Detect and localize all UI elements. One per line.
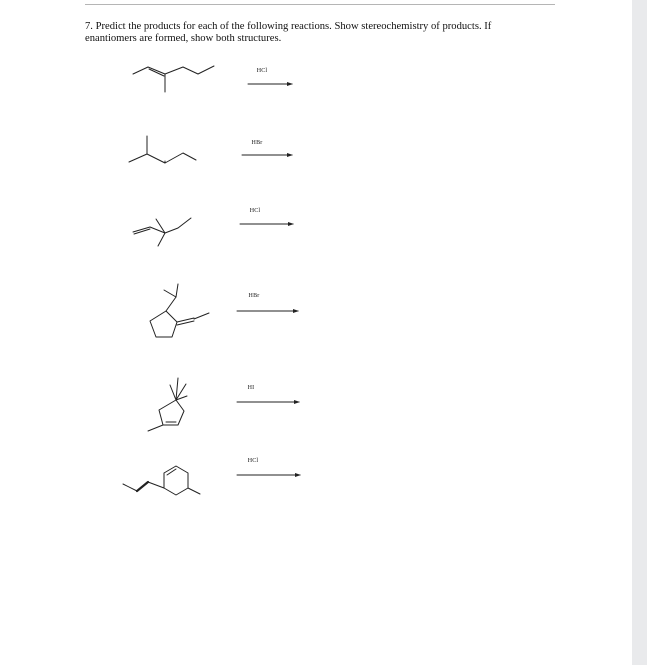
structure-5 [148, 378, 187, 431]
reagent-label-4: HBr [248, 293, 260, 299]
reagent-label-6: HCl [247, 458, 259, 464]
reagent-label-2: HBr [251, 140, 263, 146]
reagent-label-5: HI [247, 385, 255, 391]
structure-3 [133, 218, 191, 246]
reagent-label-1: HCl [256, 68, 268, 74]
question-line-1: 7. Predict the products for each of the following reactions. Show stereochemistry of products. If [85, 21, 492, 32]
structure-2 [129, 136, 196, 163]
question-line-2: enantiomers are formed, show both structures. [85, 33, 282, 44]
structure-1 [133, 66, 214, 92]
structure-4 [150, 284, 209, 337]
reagent-label-3: HCl [249, 208, 261, 214]
structure-6 [123, 466, 200, 495]
